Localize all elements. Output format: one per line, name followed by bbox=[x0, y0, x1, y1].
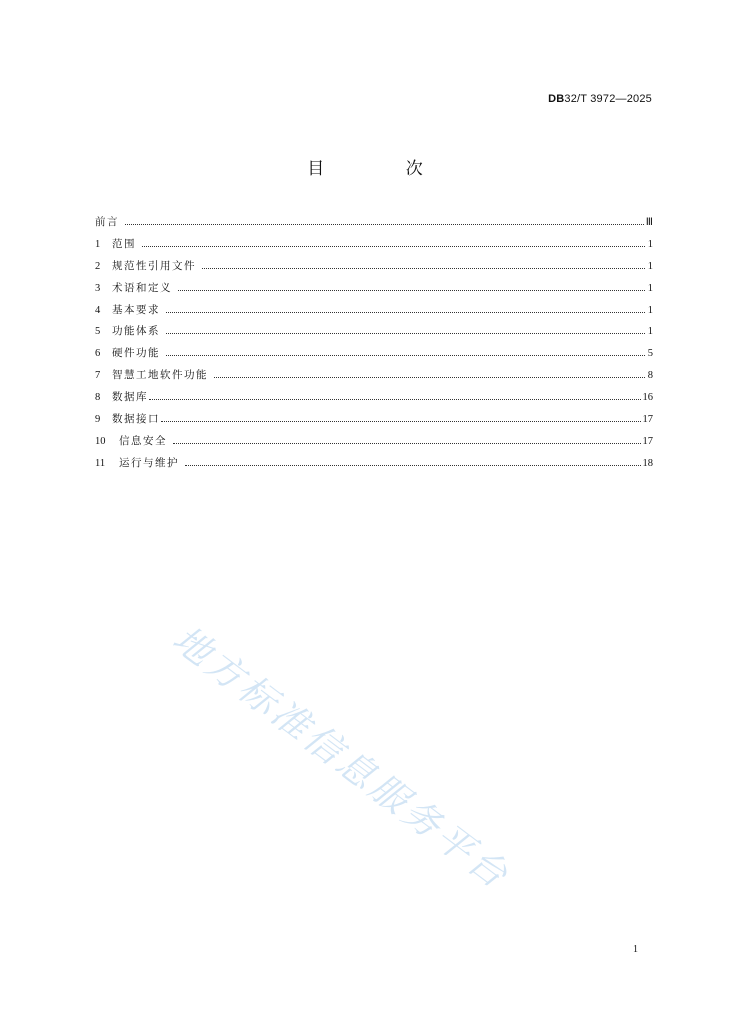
toc-entry-label: 功能体系 bbox=[112, 325, 160, 338]
toc-entry-number: 2 bbox=[95, 260, 101, 272]
toc-leader-dots bbox=[166, 333, 645, 334]
toc-entry-8[interactable] bbox=[95, 387, 653, 409]
toc-leader-dots bbox=[202, 268, 645, 269]
toc-entry-number: 7 bbox=[95, 370, 101, 382]
toc-entry-1[interactable] bbox=[95, 234, 653, 256]
page-number: 1 bbox=[633, 944, 638, 955]
toc-leader-dots bbox=[214, 377, 645, 378]
toc-entry-page: 18 bbox=[642, 457, 653, 469]
toc-entry-page: 5 bbox=[647, 348, 653, 360]
toc-entry-7[interactable] bbox=[95, 365, 653, 387]
toc-entry-label: 前言 bbox=[95, 216, 119, 228]
toc-entry-label: 数据库 bbox=[112, 391, 148, 404]
toc-entry-3[interactable] bbox=[95, 278, 653, 300]
toc-entry-label: 术语和定义 bbox=[112, 281, 172, 294]
toc-entry-5[interactable] bbox=[95, 321, 653, 343]
toc-entry-number: 3 bbox=[95, 282, 101, 294]
table-of-contents bbox=[95, 212, 653, 475]
toc-entry-11[interactable] bbox=[95, 453, 653, 475]
toc-entry-page: 1 bbox=[647, 304, 653, 316]
toc-entry-foreword[interactable] bbox=[95, 212, 653, 234]
toc-entry-number: 10 bbox=[95, 435, 106, 447]
toc-entry-page: 1 bbox=[647, 260, 653, 272]
toc-leader-dots bbox=[166, 355, 645, 356]
toc-leader-dots bbox=[142, 246, 645, 247]
standard-code bbox=[548, 93, 652, 105]
toc-entry-6[interactable] bbox=[95, 343, 653, 365]
toc-entry-2[interactable] bbox=[95, 256, 653, 278]
standard-code-number: 32/T 3972—2025 bbox=[564, 93, 652, 105]
toc-entry-label: 硬件功能 bbox=[112, 347, 160, 360]
toc-entry-label: 规范性引用文件 bbox=[112, 259, 196, 272]
toc-entry-page: 1 bbox=[647, 282, 653, 294]
toc-entry-label: 信息安全 bbox=[119, 434, 167, 447]
toc-entry-page: 17 bbox=[642, 414, 653, 426]
toc-entry-9[interactable] bbox=[95, 409, 653, 431]
toc-leader-dots bbox=[125, 224, 644, 225]
toc-leader-dots bbox=[166, 312, 645, 313]
toc-entry-number: 6 bbox=[95, 348, 101, 360]
toc-entry-number: 1 bbox=[95, 238, 101, 250]
standard-code-prefix: DB bbox=[548, 93, 565, 105]
toc-entry-label: 基本要求 bbox=[112, 303, 160, 316]
toc-entry-label: 智慧工地软件功能 bbox=[112, 369, 208, 382]
toc-leader-dots bbox=[173, 443, 641, 444]
toc-entry-number: 8 bbox=[95, 392, 101, 404]
toc-entry-number: 11 bbox=[95, 457, 106, 469]
toc-entry-label: 数据接口 bbox=[112, 413, 160, 426]
toc-title: 目 次 bbox=[307, 159, 461, 179]
toc-leader-dots bbox=[161, 421, 641, 422]
watermark: 地方标准信息服务平台 bbox=[164, 617, 519, 899]
toc-entry-page: Ⅲ bbox=[645, 217, 653, 228]
toc-entry-page: 8 bbox=[647, 370, 653, 382]
toc-entry-page: 17 bbox=[642, 435, 653, 447]
toc-entry-10[interactable] bbox=[95, 431, 653, 453]
toc-entry-label: 范围 bbox=[112, 237, 136, 250]
toc-entry-4[interactable] bbox=[95, 300, 653, 322]
toc-entry-number: 9 bbox=[95, 414, 101, 426]
toc-entry-page: 16 bbox=[642, 392, 653, 404]
toc-leader-dots bbox=[178, 290, 645, 291]
toc-entry-number: 4 bbox=[95, 304, 101, 316]
toc-entry-page: 1 bbox=[647, 326, 653, 338]
toc-entry-label: 运行与维护 bbox=[119, 456, 179, 469]
toc-entry-number: 5 bbox=[95, 326, 101, 338]
toc-leader-dots bbox=[149, 399, 641, 400]
toc-entry-page: 1 bbox=[647, 238, 653, 250]
toc-leader-dots bbox=[185, 465, 641, 466]
